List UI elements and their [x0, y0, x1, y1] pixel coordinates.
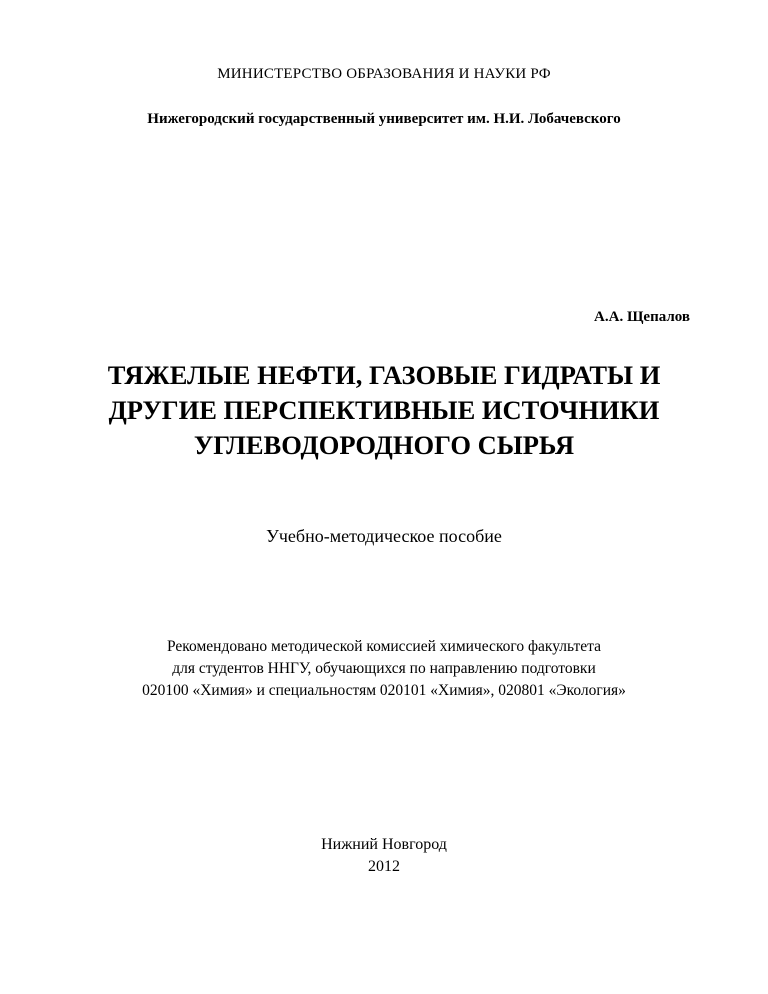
recommendation-line: для студентов ННГУ, обучающихся по направлению подготовки [172, 660, 596, 677]
university-name: Нижегородский государственный университет им. Н.И. Лобачевского [147, 111, 621, 127]
recommendation-line: Рекомендовано методической комиссией химического факультета [167, 638, 601, 655]
author-name: А.А. Щепалов [594, 309, 690, 325]
title-line: ДРУГИЕ ПЕРСПЕКТИВНЫЕ ИСТОЧНИКИ [108, 395, 660, 425]
recommendation-block [0, 636, 768, 702]
publication-city: Нижний Новгород [321, 836, 447, 853]
document-subtitle: Учебно-методическое пособие [266, 526, 502, 546]
recommendation-line: 020100 «Химия» и специальностям 020101 «Химия», 020801 «Экология» [142, 682, 626, 699]
title-line: УГЛЕВОДОРОДНОГО СЫРЬЯ [193, 430, 575, 460]
document-title [0, 358, 768, 463]
publication-year: 2012 [368, 858, 400, 875]
ministry-heading: МИНИСТЕРСТВО ОБРАЗОВАНИЯ И НАУКИ РФ [217, 66, 551, 82]
title-line: ТЯЖЕЛЫЕ НЕФТИ, ГАЗОВЫЕ ГИДРАТЫ И [107, 360, 661, 390]
